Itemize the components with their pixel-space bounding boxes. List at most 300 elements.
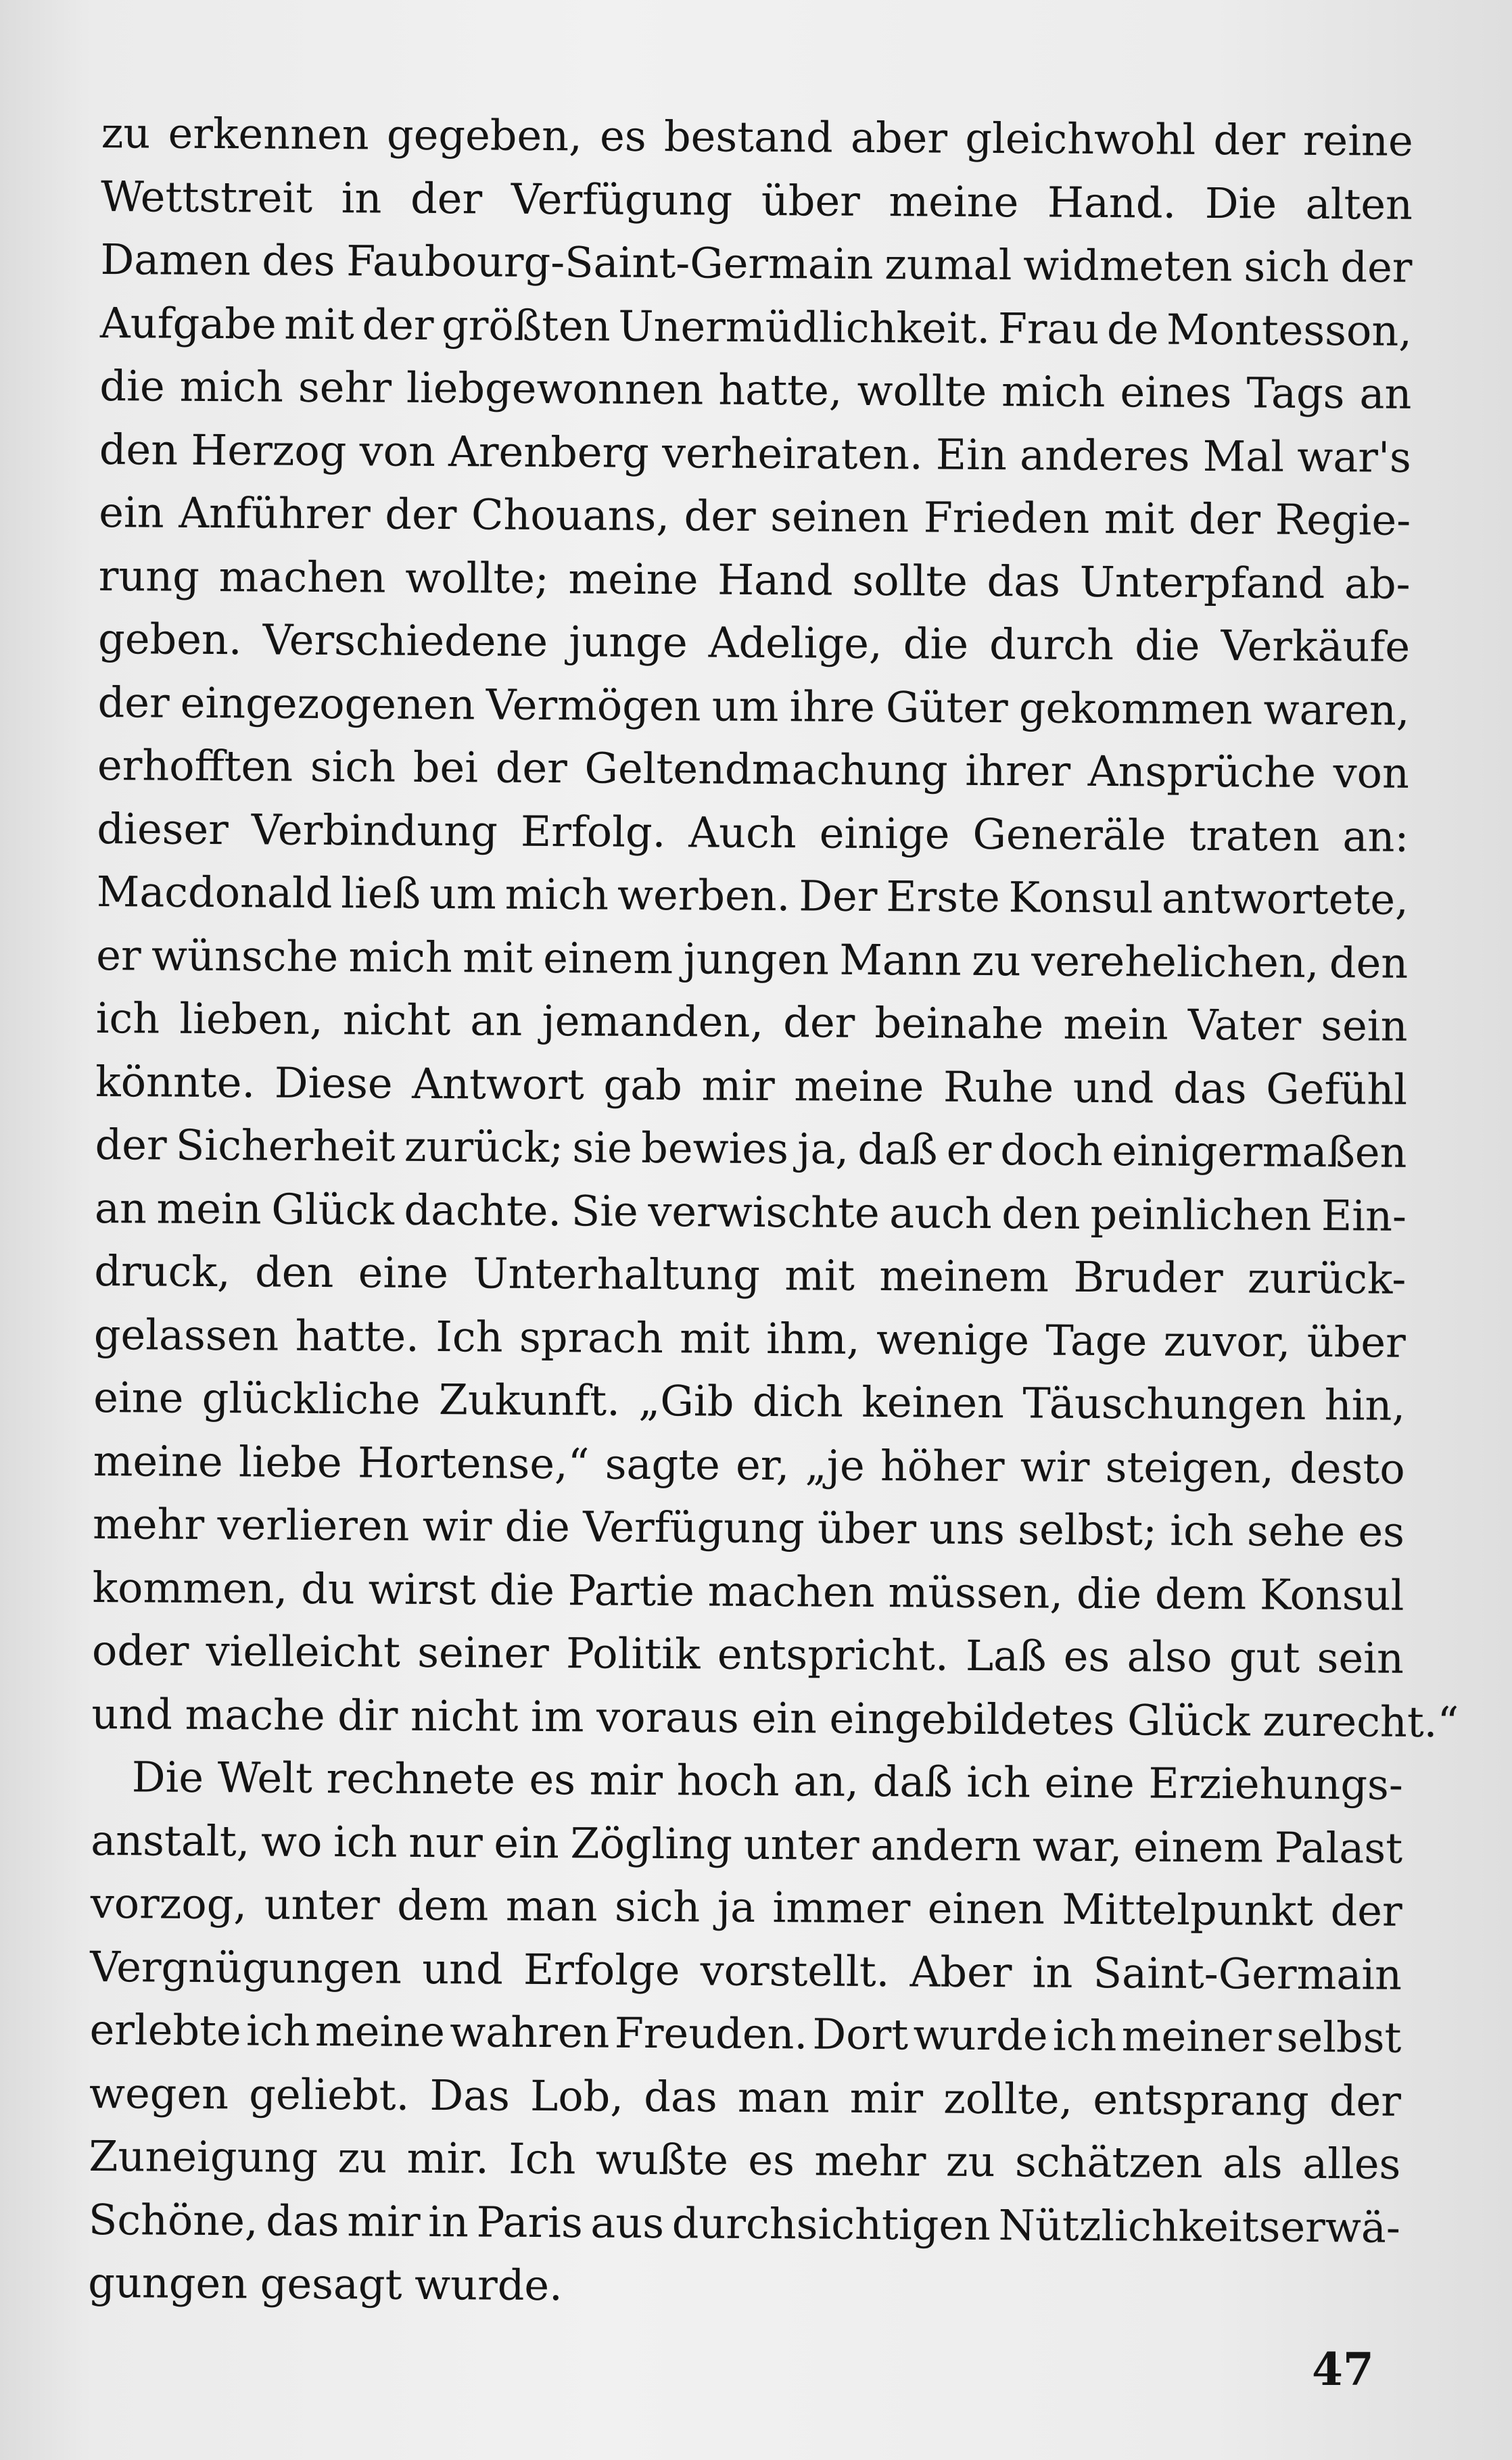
word: zuvor, (1163, 1316, 1291, 1367)
word: Regie- (1275, 494, 1411, 545)
word: nur (408, 1817, 483, 1867)
word: Bruder (1073, 1252, 1223, 1303)
word: Erfolge (523, 1944, 680, 1995)
word: eingezogenen (180, 678, 475, 729)
word: jungen (683, 933, 830, 985)
word: von (359, 425, 436, 476)
word: sagte (605, 1439, 721, 1490)
word: Arenberg (448, 426, 650, 477)
text-line (101, 101, 1413, 172)
word: entspricht. (717, 1629, 949, 1680)
text-line (89, 2187, 1401, 2258)
word: alles (1302, 2138, 1401, 2189)
word: Zuneigung (89, 2131, 318, 2183)
word: mich (1001, 366, 1106, 417)
word: das (1173, 1063, 1247, 1113)
word: es (529, 1754, 576, 1805)
word: Freuden. (614, 2008, 808, 2059)
text-line (98, 607, 1411, 678)
word: wollte; (405, 552, 550, 603)
word: erhofften (97, 740, 293, 791)
body-text (88, 101, 1459, 2322)
text-line (93, 1492, 1405, 1563)
word: wenige (876, 1314, 1030, 1365)
word: die (1134, 620, 1200, 670)
word: um (429, 868, 497, 919)
word: der (385, 489, 457, 540)
word: der (1188, 494, 1261, 544)
word: eine (1044, 1757, 1135, 1808)
word: machen (218, 551, 386, 602)
page-number: 47 (1312, 2343, 1374, 2396)
word: einigermaßen (1112, 1126, 1407, 1177)
word: es (1358, 1507, 1405, 1557)
word: und (421, 1943, 504, 1994)
text-line (89, 1998, 1402, 2069)
word: der (1330, 1886, 1402, 1936)
word: des (262, 235, 335, 286)
word: entsprang (1093, 2074, 1309, 2125)
word: werben. (617, 870, 790, 921)
word: Hand (717, 554, 833, 605)
word: kommen, (92, 1562, 288, 1613)
word: hatte, (718, 364, 843, 415)
word: andern (870, 1820, 1022, 1870)
word: über (817, 1503, 917, 1554)
word: ja (717, 1882, 756, 1932)
word: schätzen (1014, 2137, 1203, 2188)
word: sein (1317, 1633, 1404, 1683)
word: desto (1290, 1443, 1405, 1494)
word: unter (743, 1819, 859, 1870)
word: keinen (861, 1377, 1005, 1428)
word: rung (98, 550, 200, 601)
word: Verfügung (582, 1502, 805, 1553)
word: zumal (884, 239, 1012, 290)
word: der (684, 491, 756, 541)
word: wurde. (414, 2259, 563, 2311)
word: mehr (92, 1498, 205, 1549)
word: gungen (88, 2257, 248, 2309)
word: dachte. (404, 1185, 562, 1235)
text-line (101, 164, 1413, 235)
word: widmeten (1022, 240, 1233, 291)
word: Unterpfand (1079, 557, 1325, 608)
word: wurde (913, 2010, 1048, 2060)
word: Der (799, 871, 878, 922)
word: meine (314, 2006, 446, 2057)
word: war, (1032, 1820, 1123, 1871)
text-line (94, 1239, 1407, 1310)
word: druck, (94, 1246, 231, 1297)
word: ein (99, 487, 164, 538)
text-line (90, 1872, 1402, 1943)
word: Adelige, (708, 617, 882, 669)
word: meiner (1121, 2011, 1272, 2062)
word: hatte. (295, 1310, 420, 1361)
word: Ich (435, 1311, 503, 1362)
word: auch (889, 1187, 993, 1238)
word: mir (589, 1755, 663, 1805)
word: eingebildetes (829, 1693, 1115, 1745)
word: verheiraten. (661, 427, 923, 479)
word: bewies (640, 1122, 789, 1174)
word: also (1127, 1632, 1212, 1682)
word: der (1213, 115, 1285, 165)
word: daß (857, 1124, 938, 1175)
word: ich (1170, 1505, 1234, 1556)
word: Dort (812, 2009, 909, 2060)
word: sie (572, 1122, 633, 1173)
word: einem (1133, 1821, 1264, 1872)
word: Tags (1246, 368, 1345, 419)
word: Frieden (923, 492, 1090, 543)
word: Vergnügungen (89, 1941, 402, 1993)
word: wir (422, 1500, 492, 1551)
word: eine (358, 1248, 449, 1298)
word: anderes (1019, 429, 1190, 481)
word: verehelichen, (1031, 935, 1319, 987)
word: Auch (688, 807, 797, 857)
text-line (97, 797, 1409, 868)
word: meine (889, 176, 1019, 227)
word: Wettstreit (100, 171, 313, 222)
text-line (95, 1049, 1408, 1120)
word: von (1333, 748, 1410, 798)
word: an (1359, 369, 1412, 419)
word: dem (1154, 1569, 1247, 1619)
word: junge (568, 617, 688, 667)
word: zu (971, 935, 1021, 985)
word: ja, (797, 1124, 849, 1174)
word: geben. (97, 613, 242, 665)
word: ich (966, 1757, 1031, 1807)
word: de (1106, 304, 1159, 354)
word: gesagt (260, 2258, 402, 2309)
word: meinem (879, 1251, 1049, 1302)
word: verlieren (217, 1500, 410, 1551)
word: Ansprüche (1087, 746, 1317, 797)
word: der (783, 997, 855, 1047)
word: Laß (965, 1630, 1047, 1681)
word: ihre (789, 681, 875, 732)
word: mit (463, 932, 534, 983)
word: über (761, 175, 861, 226)
word: Saint-Germain (1093, 1947, 1402, 2000)
word: es (748, 2135, 795, 2185)
word: „Gib (638, 1375, 734, 1426)
word: Ein- (1321, 1190, 1407, 1241)
word: Ruhe (943, 1062, 1054, 1112)
text-line (91, 1745, 1404, 1816)
word: Partie (567, 1565, 695, 1615)
word: sehr (298, 362, 392, 412)
text-line (95, 1176, 1407, 1247)
word: höher (880, 1440, 1005, 1491)
word: dir (337, 1690, 398, 1741)
word: sich (310, 741, 396, 792)
word: immer (772, 1883, 911, 1933)
word: mehr (814, 2135, 926, 2186)
text-line (96, 923, 1409, 994)
word: Verfügung (511, 174, 733, 225)
word: er (96, 930, 141, 980)
word: mir (701, 1060, 775, 1110)
word: seiner (417, 1627, 550, 1678)
word: selbst (1276, 2012, 1402, 2062)
word: Zögling (570, 1818, 733, 1869)
word: die (489, 1565, 555, 1615)
word: mit (284, 299, 355, 349)
text-line (100, 291, 1413, 362)
text-line (88, 2251, 1400, 2322)
word: die (99, 360, 165, 411)
word: Frau (997, 303, 1100, 354)
word: Vermögen (486, 679, 701, 730)
word: Aufgabe (99, 298, 277, 349)
word: Lob, (529, 2071, 624, 2121)
text-line (99, 481, 1411, 552)
word: oder (91, 1625, 189, 1676)
word: den (1001, 1188, 1081, 1239)
word: müssen, (888, 1567, 1064, 1618)
word: dich (752, 1376, 844, 1427)
word: der (95, 1119, 167, 1170)
word: durchsichtigen (671, 2198, 991, 2250)
word: Chouans, (471, 490, 670, 541)
word: sollte (852, 555, 968, 606)
word: im (530, 1691, 584, 1741)
word: als (1222, 2138, 1283, 2188)
word: einen (927, 1883, 1045, 1934)
word: reine (1302, 115, 1413, 166)
word: bestand (663, 112, 833, 162)
word: dem (396, 1880, 489, 1931)
word: wußte (595, 2134, 729, 2185)
word: Mittelpunkt (1062, 1884, 1314, 1935)
word: ich (95, 993, 160, 1043)
word: Täuschungen (1022, 1378, 1306, 1429)
word: antwortete, (1161, 873, 1409, 924)
word: in (428, 2196, 469, 2246)
word: um (711, 681, 779, 731)
word: gegeben, (386, 110, 583, 161)
word: „je (805, 1440, 865, 1490)
text-line (93, 1366, 1406, 1437)
word: voraus (596, 1692, 740, 1743)
word: in (1032, 1947, 1073, 1997)
word: Erfolg. (520, 806, 666, 857)
word: ihrer (965, 745, 1071, 796)
word: größten (441, 300, 611, 351)
word: an: (1342, 811, 1409, 861)
word: eine (93, 1372, 184, 1423)
word: das (266, 2196, 339, 2246)
word: man (505, 1881, 598, 1931)
word: unter (264, 1879, 380, 1930)
word: Paris (476, 2196, 584, 2247)
word: Konsul (1008, 872, 1154, 923)
word: selbst; (1018, 1505, 1158, 1555)
word: seinen (770, 492, 909, 542)
word: Unermüdlichkeit. (618, 301, 991, 353)
word: meine (93, 1436, 223, 1486)
word: uns (929, 1504, 1006, 1555)
word: sich (614, 1881, 701, 1932)
word: mit (784, 1250, 855, 1300)
word: die (1076, 1568, 1142, 1618)
word: zu (945, 2136, 995, 2187)
text-line (91, 1808, 1403, 1879)
word: aus (590, 2197, 665, 2248)
word: der (97, 677, 170, 728)
word: Sie (571, 1185, 638, 1236)
word: liebe (238, 1436, 342, 1487)
word: aber (850, 112, 948, 163)
word: Güter (885, 682, 1008, 732)
word: Aber (909, 1946, 1012, 1997)
word: Generäle (972, 809, 1166, 860)
word: sich (1244, 241, 1329, 292)
word: mich (504, 869, 609, 920)
word: mache (185, 1689, 325, 1740)
word: bei (412, 742, 479, 793)
text-line (100, 228, 1413, 299)
word: der (410, 173, 483, 223)
word: Politik (565, 1628, 701, 1679)
word: Tage (1045, 1315, 1148, 1365)
word: Antwort (412, 1058, 585, 1109)
word: Verschiedene (262, 615, 548, 667)
word: zurecht.“ (1262, 1696, 1459, 1747)
word: nicht (342, 995, 451, 1045)
word: mein (156, 1183, 262, 1233)
word: sehe (1246, 1506, 1346, 1557)
text-line (97, 734, 1410, 805)
word: ich (333, 1816, 398, 1867)
word: und (1072, 1062, 1154, 1113)
word: jemanden, (542, 996, 764, 1047)
word: der (362, 299, 434, 350)
word: daß (872, 1757, 953, 1807)
word: gekommen (1018, 682, 1253, 734)
word: den (254, 1247, 334, 1298)
word: steigen, (1105, 1442, 1275, 1493)
word: Konsul (1259, 1569, 1404, 1620)
word: einige (819, 808, 950, 859)
text-line (91, 1682, 1459, 1753)
word: Die (1204, 178, 1277, 229)
word: er, (735, 1440, 790, 1490)
text-line (94, 1302, 1407, 1373)
word: an (94, 1183, 147, 1233)
word: Das (429, 2070, 511, 2121)
word: Verbindung (251, 804, 498, 856)
word: geliebt. (249, 2068, 410, 2120)
word: Gefühl (1266, 1064, 1408, 1114)
word: Mann (839, 935, 962, 985)
word: der (1340, 242, 1413, 292)
word: den (1329, 937, 1409, 988)
word: meine (568, 553, 699, 604)
word: meine (794, 1060, 924, 1111)
word: ab- (1344, 558, 1411, 609)
word: der (1329, 2075, 1402, 2126)
word: wo (260, 1816, 323, 1866)
word: Schöne, (88, 2194, 258, 2245)
text-line (89, 2125, 1401, 2196)
word: gelassen (93, 1309, 279, 1361)
word: wirst (368, 1563, 477, 1614)
text-line (97, 670, 1410, 741)
word: Verkäufe (1221, 621, 1411, 671)
word: hoch (676, 1755, 780, 1806)
word: verwischte (648, 1186, 880, 1237)
word: Ein (935, 429, 1008, 479)
word: mit (1104, 494, 1175, 544)
word: hin, (1324, 1380, 1406, 1430)
word: zu (101, 108, 151, 158)
word: zollte, (943, 2073, 1073, 2124)
word: eines (1120, 367, 1232, 418)
word: Anführer (179, 488, 371, 539)
word: Die (131, 1752, 204, 1802)
word: machen (707, 1566, 875, 1617)
word: Damen (100, 234, 251, 285)
word: waren, (1263, 684, 1410, 735)
text-line (90, 1935, 1402, 2006)
word: Welt (217, 1753, 313, 1803)
word: mir (849, 2073, 924, 2123)
word: Sicherheit (175, 1120, 396, 1171)
word: mich (179, 361, 284, 412)
word: das (987, 556, 1061, 607)
word: man (737, 2072, 830, 2123)
word: nicht (410, 1690, 519, 1741)
word: ich (1052, 2010, 1117, 2061)
text-line (89, 2061, 1402, 2132)
word: Unterhaltung (473, 1248, 761, 1300)
word: gleichwohl (965, 113, 1196, 164)
word: Faubourg-Saint-Germain (346, 236, 874, 289)
word: vorzog, (90, 1878, 247, 1929)
word: in (341, 172, 382, 223)
word: den (99, 424, 179, 475)
word: der (495, 742, 568, 793)
word: an, (793, 1756, 859, 1806)
word: Zukunft. (438, 1375, 621, 1425)
word: Geltendmachung (584, 743, 948, 795)
word: gab (603, 1060, 683, 1110)
word: erkennen (168, 108, 369, 160)
word: durch (989, 619, 1114, 670)
text-line (92, 1619, 1404, 1690)
word: es (1063, 1631, 1110, 1682)
word: mit (680, 1312, 751, 1363)
word: mir. (406, 2133, 490, 2183)
word: mich (348, 931, 453, 982)
word: gut (1229, 1632, 1300, 1682)
word: ließ (341, 868, 421, 918)
word: zurück; (404, 1121, 564, 1173)
word: Mal (1202, 431, 1285, 481)
word: ein (494, 1818, 560, 1868)
word: Palast (1274, 1822, 1403, 1873)
word: einem (543, 932, 674, 983)
word: traten (1189, 810, 1320, 861)
word: über (1306, 1317, 1406, 1367)
word: die (903, 619, 969, 669)
